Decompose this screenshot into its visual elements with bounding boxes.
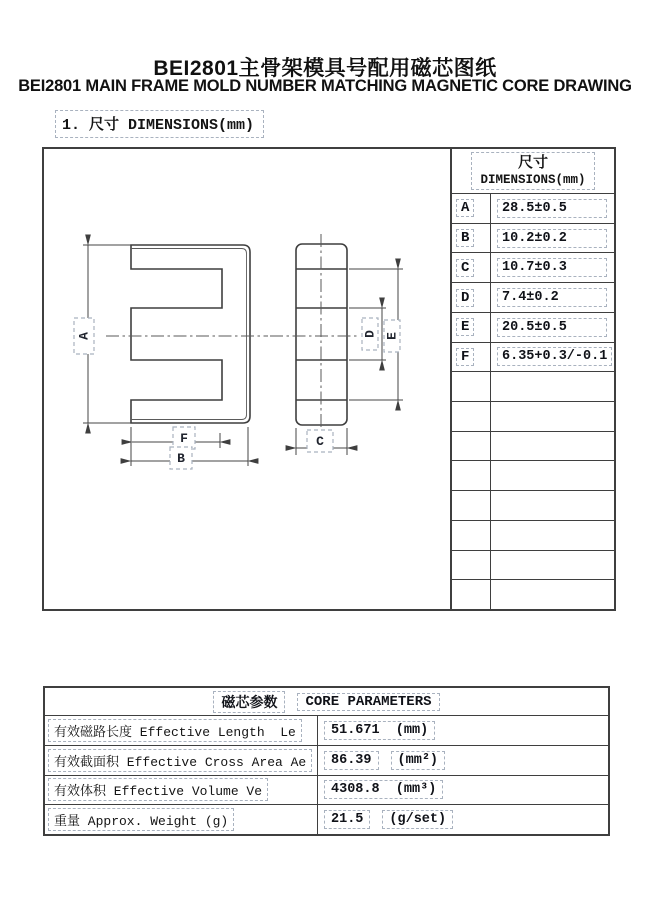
dimension-c-label: C bbox=[316, 434, 324, 449]
dim-letter-cell bbox=[452, 461, 491, 490]
dim-value: 6.35+0.3/-0.1 bbox=[497, 347, 612, 366]
param-label-cell bbox=[45, 776, 318, 805]
param-label: 有效截面积 Effective Cross Area Ae bbox=[48, 749, 312, 772]
dim-letter-cell bbox=[452, 402, 491, 431]
dim-letter: C bbox=[456, 259, 474, 277]
table-empty-row bbox=[452, 520, 614, 550]
front-view bbox=[106, 245, 268, 423]
dimension-f-label: F bbox=[180, 431, 188, 446]
dim-letter-cell bbox=[452, 253, 491, 282]
dim-value: 28.5±0.5 bbox=[497, 199, 607, 218]
dim-letter: B bbox=[456, 229, 474, 247]
dimensions-table-header-box bbox=[471, 152, 594, 190]
dimensions-table bbox=[450, 149, 614, 609]
core-parameters-header bbox=[45, 688, 608, 715]
param-unit: (g/set) bbox=[382, 810, 453, 829]
front-view-outline bbox=[131, 245, 250, 423]
param-label: 有效磁路长度 Effective Length Le bbox=[48, 719, 302, 742]
param-label-cell bbox=[45, 716, 318, 745]
table-row bbox=[452, 223, 614, 253]
drawing-frame bbox=[42, 147, 616, 611]
dimensions-table-header bbox=[452, 149, 614, 193]
param-value-cell bbox=[318, 716, 608, 745]
dim-value-cell bbox=[491, 402, 614, 431]
dim-letter: D bbox=[456, 289, 474, 307]
table-row bbox=[45, 745, 608, 775]
table-empty-row bbox=[452, 550, 614, 580]
dimension-c bbox=[296, 428, 347, 455]
dim-letter-cell bbox=[452, 224, 491, 253]
core-parameters-table bbox=[43, 686, 610, 836]
dim-value-cell bbox=[491, 432, 614, 461]
core-parameters-header-en: CORE PARAMETERS bbox=[297, 693, 439, 711]
dim-letter-cell bbox=[452, 313, 491, 342]
table-row bbox=[452, 252, 614, 282]
dim-letter-cell bbox=[452, 580, 491, 609]
dim-value-cell bbox=[491, 313, 614, 342]
table-row bbox=[452, 282, 614, 312]
dimension-b-label: B bbox=[177, 451, 185, 466]
table-empty-row bbox=[452, 460, 614, 490]
param-value: 21.5 bbox=[324, 810, 370, 829]
dim-value-cell bbox=[491, 580, 614, 609]
dim-value-cell bbox=[491, 224, 614, 253]
core-drawing bbox=[42, 147, 452, 609]
param-label: 有效体积 Effective Volume Ve bbox=[48, 778, 268, 801]
dimensions-table-header-en: DIMENSIONS(mm) bbox=[480, 172, 586, 187]
dimension-a bbox=[74, 245, 131, 423]
table-row bbox=[45, 804, 608, 834]
param-value-cell bbox=[318, 805, 608, 834]
dim-value: 7.4±0.2 bbox=[497, 288, 607, 307]
dim-letter-cell bbox=[452, 194, 491, 223]
param-label-cell bbox=[45, 746, 318, 775]
table-row bbox=[45, 775, 608, 805]
table-empty-row bbox=[452, 579, 614, 609]
table-empty-row bbox=[452, 490, 614, 520]
dim-letter: A bbox=[456, 199, 474, 217]
table-empty-row bbox=[452, 431, 614, 461]
param-value-cell bbox=[318, 746, 608, 775]
dim-value-cell bbox=[491, 372, 614, 401]
table-row bbox=[452, 312, 614, 342]
dim-letter-cell bbox=[452, 372, 491, 401]
param-label-cell bbox=[45, 805, 318, 834]
dim-value-cell bbox=[491, 551, 614, 580]
page-title-english: BEI2801 MAIN FRAME MOLD NUMBER MATCHING MAGNETIC CORE DRAWING bbox=[18, 77, 632, 95]
core-parameters-header-cn: 磁芯参数 bbox=[213, 691, 285, 713]
param-value: 86.39 bbox=[324, 751, 379, 770]
table-empty-row bbox=[452, 401, 614, 431]
table-empty-row bbox=[452, 371, 614, 401]
dim-letter: E bbox=[456, 318, 474, 336]
dim-value-cell bbox=[491, 253, 614, 282]
dim-value: 10.7±0.3 bbox=[497, 258, 607, 277]
dim-letter-cell bbox=[452, 432, 491, 461]
dim-letter-cell bbox=[452, 343, 491, 372]
dim-letter-cell bbox=[452, 551, 491, 580]
dim-value: 20.5±0.5 bbox=[497, 318, 607, 337]
param-unit: (mm²) bbox=[391, 751, 446, 770]
page-title-chinese: BEI2801主骨架模具号配用磁芯图纸 bbox=[153, 57, 497, 80]
dim-value-cell bbox=[491, 461, 614, 490]
side-view bbox=[270, 234, 358, 437]
dim-value-cell bbox=[491, 343, 619, 372]
dimension-f bbox=[132, 427, 220, 449]
dim-value-cell bbox=[491, 491, 614, 520]
dim-letter-cell bbox=[452, 521, 491, 550]
dim-value-cell bbox=[491, 521, 614, 550]
param-value-cell bbox=[318, 776, 608, 805]
dim-letter-cell bbox=[452, 491, 491, 520]
dimension-d bbox=[349, 308, 386, 360]
dimension-e-label: E bbox=[384, 332, 400, 340]
front-view-fillet-line bbox=[131, 249, 247, 420]
param-value: 4308.8 (mm³) bbox=[324, 780, 443, 799]
table-row bbox=[452, 342, 614, 372]
dimensions-table-header-cn: 尺寸 bbox=[517, 153, 548, 171]
dim-value: 10.2±0.2 bbox=[497, 229, 607, 248]
param-value: 51.671 (mm) bbox=[324, 721, 435, 740]
dimension-a-label: A bbox=[76, 332, 92, 340]
dim-letter: F bbox=[456, 348, 474, 366]
dim-value-cell bbox=[491, 283, 614, 312]
table-row bbox=[45, 715, 608, 745]
param-label: 重量 Approx. Weight (g) bbox=[48, 808, 234, 831]
dim-value-cell bbox=[491, 194, 614, 223]
dimension-d-label: D bbox=[362, 330, 378, 338]
table-row bbox=[452, 193, 614, 223]
dim-letter-cell bbox=[452, 283, 491, 312]
section-label-dimensions: 1. 尺寸 DIMENSIONS(mm) bbox=[55, 110, 264, 138]
